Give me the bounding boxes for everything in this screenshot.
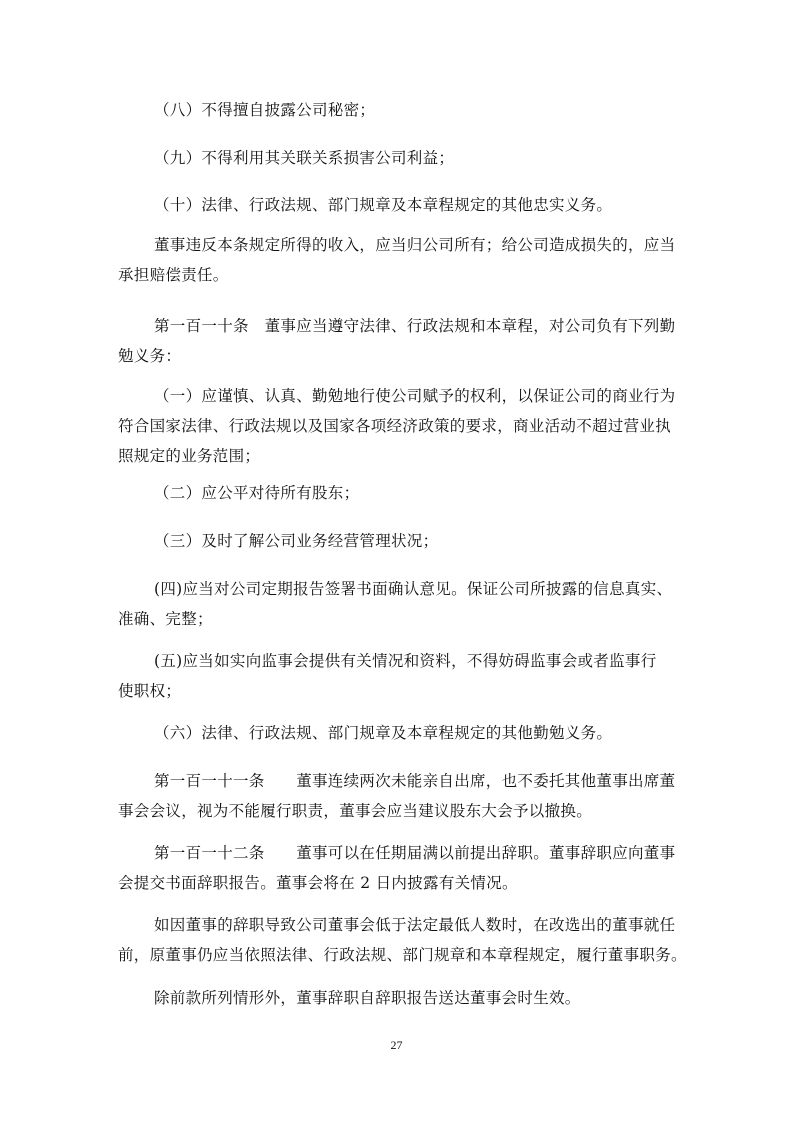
paragraph-diligence-item-2 <box>118 478 678 508</box>
text-line: 符合国家法律、行政法规以及国家各项经济政策的要求，商业活动不超过营业执 <box>118 417 672 435</box>
text-line: （八）不得擅自披露公司秘密； <box>154 101 376 119</box>
paragraph-diligence-item-6 <box>118 718 678 748</box>
text-line: 照规定的业务范围； <box>118 447 261 465</box>
paragraph-loyalty-item-10 <box>118 190 678 220</box>
text-line: 勉义务： <box>118 347 182 365</box>
page-number: 27 <box>390 1038 403 1052</box>
text-line: 承担赔偿责任。 <box>118 266 229 284</box>
text-line: （二）应公平对待所有股东； <box>154 484 360 502</box>
paragraph-violation-income <box>118 230 678 290</box>
text-line: 第一百一十一条 董事连续两次未能亲自出席，也不委托其他董事出席董 <box>154 772 676 790</box>
paragraph-loyalty-item-8 <box>118 95 678 125</box>
text-line: （九）不得利用其关联关系损害公司利益； <box>154 149 455 167</box>
paragraph-article-111 <box>118 766 678 826</box>
text-line: 前，原董事仍应当依照法律、行政法规、部门规章和本章程规定，履行董事职务。 <box>118 946 687 964</box>
text-line: 第一百一十二条 董事可以在任期届满以前提出辞职。董事辞职应向董事 <box>154 844 676 862</box>
paragraph-article-110 <box>118 311 678 371</box>
text-line: （十）法律、行政法规、部门规章及本章程规定的其他忠实义务。 <box>154 196 613 214</box>
text-line: 使职权； <box>118 682 182 700</box>
paragraph-resignation-quorum <box>118 910 687 970</box>
text-line: 第一百一十条 董事应当遵守法律、行政法规和本章程，对公司负有下列勤 <box>154 317 676 335</box>
text-line: 如因董事的辞职导致公司董事会低于法定最低人数时，在改选出的董事就任 <box>154 916 676 934</box>
text-line: 会提交书面辞职报告。董事会将在 2 日内披露有关情况。 <box>118 874 518 892</box>
paragraph-article-112 <box>118 838 678 898</box>
text-line: （六）法律、行政法规、部门规章及本章程规定的其他勤勉义务。 <box>154 724 613 742</box>
text-line: 准确、完整； <box>118 610 213 628</box>
paragraph-diligence-item-1 <box>118 381 678 471</box>
paragraph-diligence-item-3 <box>118 526 678 556</box>
paragraph-loyalty-item-9 <box>118 143 678 173</box>
text-line: （三）及时了解公司业务经营管理状况； <box>154 532 439 550</box>
text-line: 事会会议，视为不能履行职责，董事会应当建议股东大会予以撤换。 <box>118 802 593 820</box>
text-line: (四)应当对公司定期报告签署书面确认意见。保证公司所披露的信息真实、 <box>154 580 673 598</box>
text-line: （一）应谨慎、认真、勤勉地行使公司赋予的权利，以保证公司的商业行为 <box>154 387 676 405</box>
paragraph-diligence-item-4 <box>118 574 678 634</box>
paragraph-resignation-effective <box>118 983 678 1013</box>
paragraph-diligence-item-5 <box>118 646 678 706</box>
text-line: (五)应当如实向监事会提供有关情况和资料，不得妨碍监事会或者监事行 <box>154 652 657 670</box>
text-line: 董事违反本条规定所得的收入，应当归公司所有；给公司造成损失的，应当 <box>154 236 676 254</box>
text-line: 除前款所列情形外，董事辞职自辞职报告送达董事会时生效。 <box>154 989 581 1007</box>
